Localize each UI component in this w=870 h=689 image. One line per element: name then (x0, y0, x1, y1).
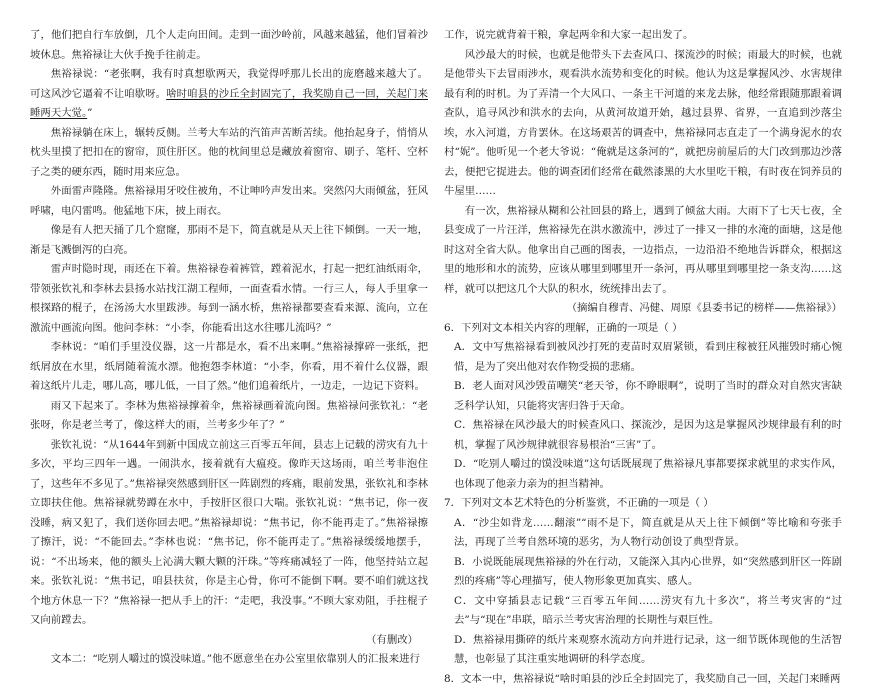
paragraph: 工作，说完就背着干粮，拿起两伞和大家一起出发了。 (444, 26, 842, 46)
underlined-sentence: 啥时咱县的沙丘全封固完了，我奖励自己一回，关起门来睡两天大觉。 (30, 88, 428, 120)
paragraph: 像是有人把天捅了几个窟窿，那雨不是下，简直就是从天上往下倾倒。一天一地，渐是飞溅倒泻的白亮。 (30, 221, 428, 260)
quote-mark: ” (87, 107, 92, 119)
question-7-stem: 7．下列对文本艺术特色的分析鉴赏，不正确的一项是（ ） (444, 494, 842, 514)
paragraph: 了，他们把自行车放倒，几个人走向田间。走到一面沙岭前，风越来越猛，他们冒着沙坡休息。焦裕禄让大伙手挽手往前走。 (30, 26, 428, 65)
question-6-stem: 6．下列对文本相关内容的理解，正确的一项是（ ） (444, 319, 842, 339)
source-note: （摘编自穆青、冯健、周原《县委书记的榜样——焦裕禄》） (444, 299, 842, 319)
paragraph: 焦裕禄躺在床上，辗转反侧。兰考大车站的汽笛声苦断苦续。他抬起身子，悄悄从枕头里摸了把扣在的窗帘，顶住肝区。他的枕间里总是藏放着窗帘、刷子、笔杆、空杯子之类的硬东西，随时用来应急。 (30, 124, 428, 183)
paragraph-text: 焦裕禄说：“老张啊，我有时真想歇两天，我觉得呼那儿长出的庞磨越来越大了。可这风沙它逼着不让咱歇呀。 (30, 68, 428, 100)
question-6-option-a: A．文中写焦裕禄看到被风沙打死的麦苗时双眉紧锁，看到庄稼被狂风摧毁时痛心惋惜，是为了突出他对农作物受损的悲痛。 (444, 338, 842, 377)
question-8-stem: 8．文本一中，焦裕禄说“啥时咱县的沙丘全封固完了，我奖励自己一回，关起门来睡两 (444, 670, 842, 689)
paragraph: 风沙最大的时候，也就是他带头下去查风口、探流沙的时候；雨最大的时候，也就是他带头下去冒雨涉水，观看洪水流势和变化的时候。他认为这是掌握风沙、水害规律最有利的时机。为了弄清一个大风口、一条主干河道的来龙去脉，他经常跟随那跟着调查队，追寻风沙和洪水的去向，从黄河故道开始，越过县界、省界，一直追到沙落尘埃，水入河道，方肯罢休。在这场艰苦的调查中，焦裕禄同志直走了一个满身泥水的农村“妮”。他听见一个老大爷说：“俺就是这条河的”，就把房前屋后的大门改到那边沙落去，便把它捉进去。他的调查团们经常在截然漆黑的大水里吃干粮，有时夜在饲养员的牛屋里…… (444, 46, 842, 202)
paragraph: 文本二：“吃别人嚼过的馍没味道。”他不愿意坐在办公室里依靠别人的汇报来进行 (30, 650, 428, 670)
paragraph (30, 65, 428, 124)
question-7-option-d: D．焦裕禄用撕碎的纸片来观察水流动方向并进行记录，这一细节既体现他的生活智慧，也彰显了其注重实地调研的科学态度。 (444, 631, 842, 670)
question-6-option-c: C．焦裕禄在风沙最大的时候查风口、探流沙，是因为这是掌握风沙规律最有利的时机，掌握了风沙规律就很容易根治“三害”了。 (444, 416, 842, 455)
paragraph: 张钦礼说：“从1644年到新中国成立前这三百零五年间，县志上记载的涝灾有九十多次，平均三四年一遇。一闹洪水，接着就有大瘟疫。像昨天这场雨，咱兰考非泡住了，这些年不多见了。”焦裕禄突然感到肝区一阵剧烈的疼痛，眼前发黑，张钦礼和李林立即扶住他。焦裕禄就势蹲在水中，手按肝区很口大喘。张钦礼说：“焦书记，你一夜没睡，病又犯了，我们送你回去吧。”焦裕禄却说：“焦书记，你不能再走了。”焦裕禄擦了擦汗，说：“不能回去。”李林也说：“焦书记，你不能再走了。”焦裕禄缓缓地摆手，说：“不出场来，他的额头上沁满大颗大颗的汗珠。”等疼痛减轻了一阵，他坚持站立起来。张钦礼说：“焦书记，咱县扶贫，你是主心骨，你可不能倒下啊。要不咱们就这找个地方休息一下？”焦裕禄一把从手上的汗：“走吧，我没事。”不顾大家劝阻，手拄棍子又向前蹚去。 (30, 436, 428, 631)
source-note: （有删改） (30, 631, 428, 651)
paragraph: 有一次，焦裕禄从糊和公社回县的路上，遇到了倾盆大雨。大雨下了七天七夜，全县变成了一片汪洋，焦裕禄先在洪水激流中，涉过了一排又一排的水淹的面塘，这是他时这对全省大队。他拿出自己画的图表，一边指点，一边沿沿不绝地告诉群众，根据这里的地形和水的流势，应该从哪里到哪里开一条河，再从哪里到哪里挖一条支沟……这样，就可以把这几个大队的积水，统统排出去了。 (444, 202, 842, 300)
question-7-option-c: C．文中穿插县志记载“三百零五年间……涝灾有九十多次”，将兰考灾害的“过去”与“现在”串联，暗示兰考灾害治理的长期性与艰巨性。 (444, 592, 842, 631)
question-7-option-a: A．“沙尘如背龙……翻滚”“雨不是下，简直就是从天上往下倾倒”等比喻和夸张手法，再现了兰考自然环境的恶劣，为人物行动创设了典型背景。 (444, 514, 842, 553)
paragraph: 外面雷声隆隆。焦裕禄用牙咬住被角，不让呻吟声发出来。突然闪大雨倾盆，狂风呼啸，电闪雷鸣。他猛地下床，披上雨衣。 (30, 182, 428, 221)
question-6-option-b: B．老人面对风沙毁苗嘲笑“老天爷，你不睁眼啊”，说明了当时的群众对自然灾害缺乏科学认知，只能将灾害归咎于天命。 (444, 377, 842, 416)
question-6-option-d: D．“吃别人嚼过的馍没味道”这句话既展现了焦裕禄凡事都要探求就里的求实作风，也体现了他亲力亲为的担当精神。 (444, 455, 842, 494)
paragraph: 雨又下起来了。李林为焦裕禄撑着伞，焦裕禄画着流向图。焦裕禄问张钦礼：“老张呀，你是老兰考了，像这样大的雨，兰考多少年了？” (30, 397, 428, 436)
question-7-option-b: B．小说既能展现焦裕禄的外在行动，又能深入其内心世界，如“突然感到肝区一阵剧烈的疼痛”等心理描写，使人物形象更加真实、感人。 (444, 553, 842, 592)
right-column (444, 26, 842, 611)
paragraph: 李林说：“咱们手里没仪器，这一片都是水，看不出来啊。”焦裕禄撑碎一张纸，把纸屑放在水里，纸屑随着流水漂。他抱怨李林道：“小李，你看，用不着什么仪器，跟着这纸片儿走，哪儿高，哪儿低，一目了然。”他们追着纸片，一边走，一边记下资料。 (30, 338, 428, 397)
paragraph: 雷声时隐时现，雨还在下着。焦裕禄卷着裤管，蹚着泥水，打起一把红油纸雨伞，带领张钦礼和李林去县扬水站找江湖工程师，一面查看水情。一行三人，每人手里拿一根探路的棍子，在汤汤大水里跋涉。每到一涵水桥，焦裕禄都要查看来源、流向，立在激流中画流向图。他问李林：“小李，你能看出这水往哪儿流吗？” (30, 260, 428, 338)
left-column (30, 26, 428, 611)
